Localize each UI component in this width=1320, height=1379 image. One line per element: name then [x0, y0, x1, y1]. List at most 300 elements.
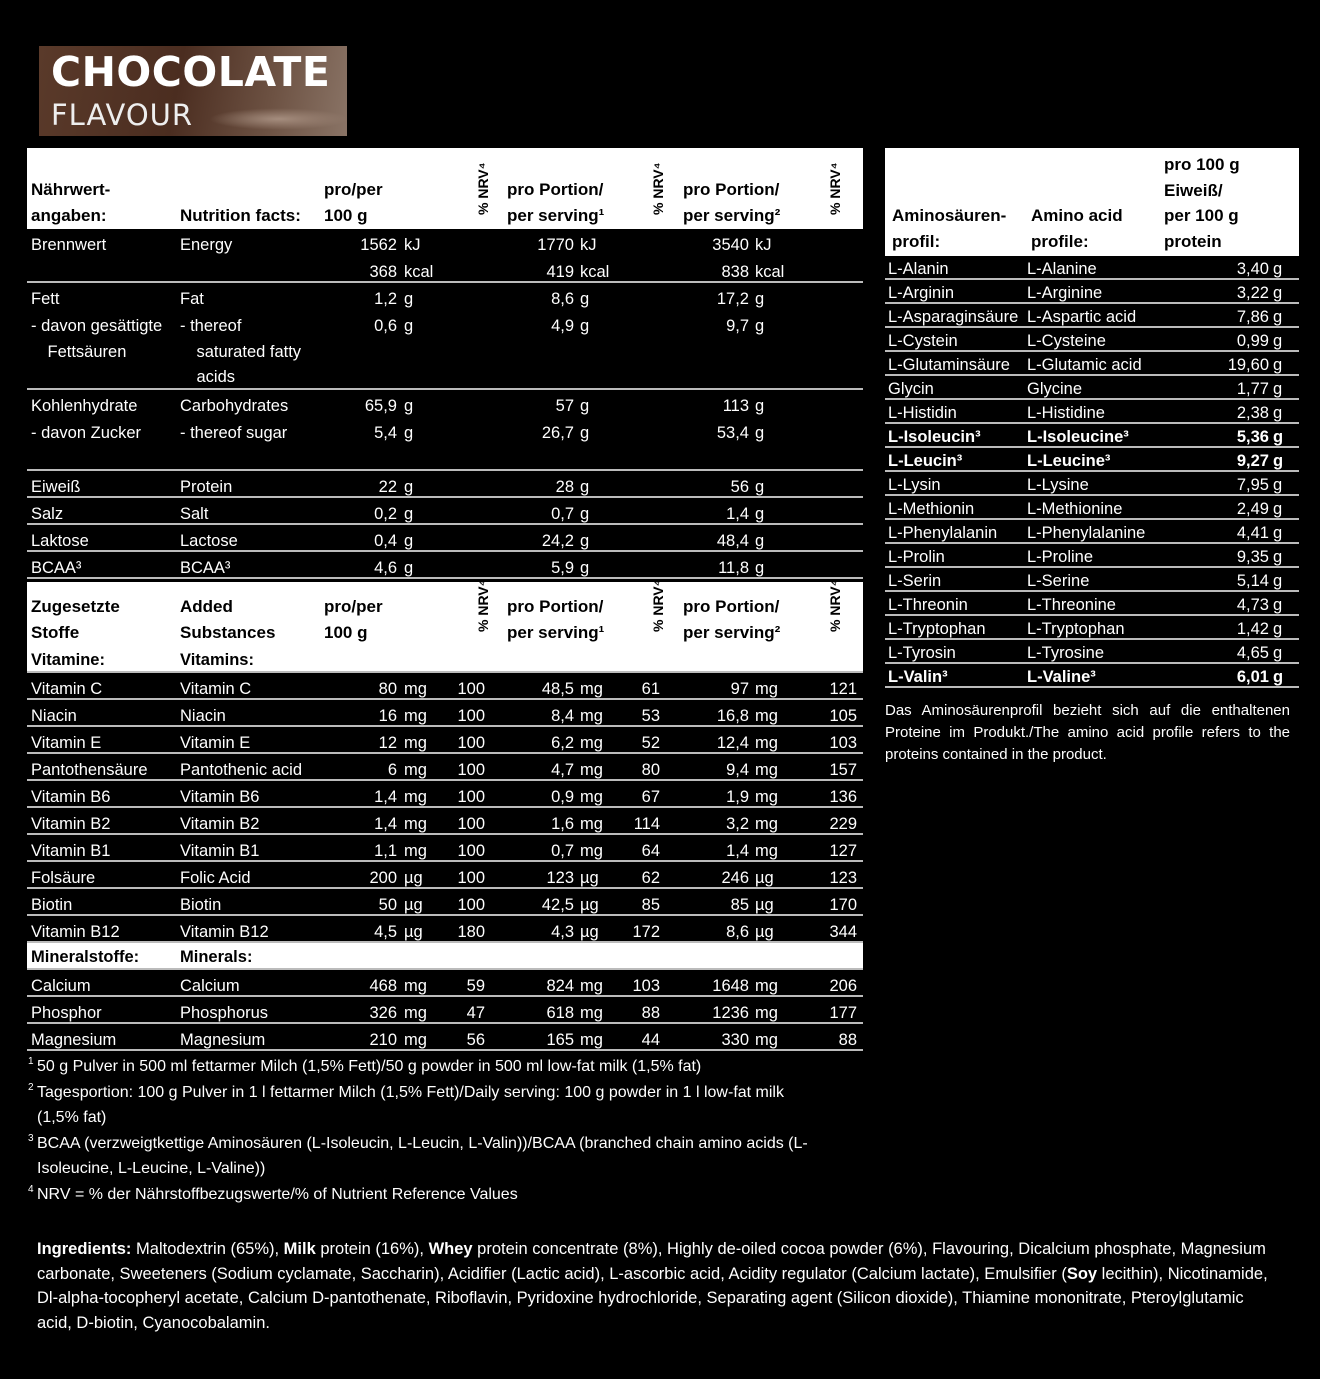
amino-acid-table — [885, 148, 1299, 688]
amino-name-en: L-Isoleucine³ — [1027, 428, 1129, 446]
cell-u1: g — [404, 317, 414, 335]
allergen-text: Soy — [1066, 1264, 1098, 1283]
cell-u1: mg — [404, 815, 427, 833]
amino-row — [885, 448, 1299, 472]
cell-n1: 100 — [457, 734, 485, 752]
cell-u1: mg — [404, 761, 427, 779]
footnote-text: Tagesportion: 100 g Pulver in 1 l fettarmer Milch (1,5% Fett)/Daily serving: 100 g powder in 1 l low-fat milk (1,5% fat) — [37, 1083, 784, 1126]
cell-v1: 5,4 — [374, 424, 397, 442]
section-label-de: Mineralstoffe: — [31, 948, 140, 966]
cell-en: Vitamin C — [180, 680, 252, 698]
cell-u1: mg — [404, 707, 427, 725]
amino-row — [885, 496, 1299, 520]
cell-de: Laktose — [31, 532, 89, 550]
cell-u2: g — [580, 478, 590, 496]
cell-u2: g — [580, 505, 590, 523]
cell-v2: 24,2 — [541, 532, 574, 550]
footnote — [28, 1080, 828, 1131]
amino-name-de: L-Valin³ — [888, 668, 948, 686]
vitamin-row — [27, 835, 863, 862]
cell-v3: 16,8 — [716, 707, 749, 725]
cell-de: BCAA³ — [31, 559, 82, 577]
cell-u3: µg — [755, 896, 774, 914]
cell-n3: 157 — [829, 761, 857, 779]
cell-v2: 8,6 — [551, 290, 574, 308]
cell-v1: 200 — [369, 869, 397, 887]
cell-v3: 3540 — [712, 236, 749, 254]
amino-name-de: L-Tyrosin — [888, 644, 956, 662]
vitamin-row — [27, 889, 863, 916]
cell-v2: 5,9 — [551, 559, 574, 577]
cell-n3: 123 — [829, 869, 857, 887]
table-header — [27, 148, 863, 229]
cell-v3: 97 — [730, 680, 749, 698]
cell-v3: 12,4 — [716, 734, 749, 752]
cell-en: Vitamin B6 — [180, 788, 260, 806]
amino-unit: g — [1273, 476, 1283, 494]
header-nrv-1: % NRV⁴ — [475, 162, 491, 215]
amino-value: 2,38 — [1236, 404, 1269, 422]
cell-n1: 100 — [457, 815, 485, 833]
ingredients-part: protein (16%), — [315, 1240, 429, 1258]
cell-en: Vitamin B1 — [180, 842, 260, 860]
cell-u2: g — [580, 559, 590, 577]
cell-n3: 344 — [829, 923, 857, 941]
amino-name-de: L-Asparaginsäure — [888, 308, 1019, 326]
cell-n1: 100 — [457, 869, 485, 887]
cell-u1: mg — [404, 734, 427, 752]
cell-v1: 65,9 — [364, 397, 397, 415]
cell-u1: kJ — [404, 236, 421, 254]
cell-u2: mg — [580, 842, 603, 860]
cell-u1: g — [404, 505, 414, 523]
amino-row — [885, 472, 1299, 496]
cell-en: - thereof saturated fatty acids — [180, 317, 302, 386]
amino-unit: g — [1273, 524, 1283, 542]
cell-u1: g — [404, 397, 414, 415]
cell-v2: 8,4 — [551, 707, 574, 725]
flavour-title: CHOCOLATE — [51, 48, 331, 96]
cell-u2: mg — [580, 680, 603, 698]
amino-row — [885, 568, 1299, 592]
cell-de: Folsäure — [31, 869, 96, 887]
cell-v1: 1,2 — [374, 290, 397, 308]
cell-v3: 113 — [722, 397, 749, 415]
chocolate-splash-image — [209, 108, 347, 130]
cell-de: Biotin — [31, 896, 73, 914]
amino-header-de: Aminosäuren- profil: — [892, 206, 1007, 251]
cell-u2: mg — [580, 815, 603, 833]
amino-value: 9,35 — [1236, 548, 1269, 566]
cell-u1: g — [404, 424, 414, 442]
cell-u3: g — [755, 290, 765, 308]
cell-u2: g — [580, 317, 590, 335]
vitamin-row — [27, 754, 863, 781]
amino-name-en: L-Tryptophan — [1027, 620, 1125, 638]
amino-name-de: L-Cystein — [888, 332, 958, 350]
amino-name-de: L-Tryptophan — [888, 620, 986, 638]
cell-u1: g — [404, 532, 414, 550]
amino-header-en: Amino acid profile: — [1031, 206, 1123, 251]
cell-de: Vitamin B6 — [31, 788, 111, 806]
amino-unit: g — [1273, 644, 1283, 662]
cell-u3: kcal — [755, 263, 785, 281]
cell-u2: g — [580, 424, 590, 442]
cell-v1: 6 — [387, 761, 397, 779]
cell-u2: mg — [580, 1031, 603, 1049]
cell-en: Carbohydrates — [180, 397, 289, 415]
amino-unit: g — [1273, 500, 1283, 518]
cell-en: Calcium — [180, 977, 240, 995]
mineral-row — [27, 970, 863, 997]
cell-n1: 100 — [457, 842, 485, 860]
footnote-text: 50 g Pulver in 500 ml fettarmer Milch (1,5% Fett)/50 g powder in 500 ml low-fat milk (1,5% fat) — [37, 1058, 702, 1075]
cell-n2: 172 — [632, 923, 660, 941]
amino-row — [885, 328, 1299, 352]
cell-n3: 229 — [829, 815, 857, 833]
amino-unit: g — [1273, 452, 1284, 470]
cell-v3: 1,4 — [726, 842, 749, 860]
cell-v3: 1648 — [712, 977, 749, 995]
amino-value: 19,60 — [1227, 356, 1269, 374]
cell-de: Vitamin B1 — [31, 842, 111, 860]
table-header — [27, 579, 863, 646]
amino-unit: g — [1273, 572, 1283, 590]
ingredients-part: protein concentrate (8%), Highly de-oiled cocoa powder (6%), Flavouring, Dicalcium phosphate, Magnesium carbonate, Sweeteners (Sodium cyclamate, Saccharin), Acidifier (Lactic acid), L-ascorbic acid, Acidity regulator (Calcium lactate), Emulsifier ( — [37, 1240, 1266, 1283]
footnote-text: BCAA (verzweigtkettige Aminosäuren (L-Isoleucin, L-Leucin, L-Valin))/BCAA (branched chain amino acids (L-Isoleucine, L-Leucine, L-Valine)) — [37, 1134, 808, 1177]
amino-name-de: L-Serin — [888, 572, 942, 590]
cell-de: - davon Zucker — [31, 424, 142, 442]
nutrition-row — [27, 283, 863, 310]
amino-name-en: L-Aspartic acid — [1027, 308, 1137, 326]
cell-u3: mg — [755, 842, 778, 860]
cell-v1: 16 — [378, 707, 397, 725]
amino-name-en: L-Cysteine — [1027, 332, 1106, 350]
amino-value: 1,42 — [1236, 620, 1269, 638]
header-de: Zugesetzte Stoffe — [31, 597, 120, 642]
cell-u3: g — [755, 397, 765, 415]
amino-name-en: L-Alanine — [1027, 260, 1097, 278]
amino-name-de: L-Glutaminsäure — [888, 356, 1010, 374]
cell-n1: 100 — [457, 896, 485, 914]
header-nrv-3: % NRV⁴ — [827, 579, 843, 632]
cell-n3: 127 — [829, 842, 857, 860]
cell-v2: 419 — [546, 263, 574, 281]
cell-de: Eiweiß — [31, 478, 81, 496]
cell-u1: mg — [404, 842, 427, 860]
cell-en: - thereof sugar — [180, 424, 288, 442]
cell-de: Brennwert — [31, 236, 107, 254]
amino-name-de: L-Arginin — [888, 284, 955, 302]
cell-u2: g — [580, 397, 590, 415]
cell-u2: mg — [580, 977, 603, 995]
cell-v1: 1562 — [360, 236, 397, 254]
cell-v3: 1,4 — [726, 505, 749, 523]
cell-u3: mg — [755, 734, 778, 752]
cell-n1: 59 — [466, 977, 485, 995]
header-col3: pro Portion/ per serving² — [683, 180, 781, 225]
cell-n1: 56 — [466, 1031, 485, 1049]
amino-value: 5,36 — [1236, 428, 1269, 446]
cell-de: Vitamin B12 — [31, 923, 120, 941]
cell-v1: 1,1 — [374, 842, 397, 860]
cell-en: Salt — [180, 505, 209, 523]
cell-u3: g — [755, 424, 765, 442]
cell-n2: 103 — [632, 977, 660, 995]
cell-v3: 3,2 — [726, 815, 749, 833]
amino-row — [885, 664, 1299, 688]
amino-name-de: L-Lysin — [888, 476, 941, 494]
amino-name-en: L-Glutamic acid — [1027, 356, 1142, 374]
cell-u2: µg — [580, 923, 599, 941]
cell-v3: 17,2 — [716, 290, 749, 308]
allergen-text: Milk — [283, 1240, 316, 1258]
cell-v2: 26,7 — [541, 424, 574, 442]
cell-u3: g — [755, 478, 765, 496]
amino-value: 5,14 — [1236, 572, 1269, 590]
header-en: Nutrition facts: — [180, 206, 301, 225]
section-label-en: Minerals: — [180, 948, 253, 966]
amino-row — [885, 592, 1299, 616]
cell-v2: 4,7 — [551, 761, 574, 779]
flavour-subtitle: FLAVOUR — [51, 98, 194, 132]
cell-en: Lactose — [180, 532, 238, 550]
vitamin-row — [27, 781, 863, 808]
cell-u1: mg — [404, 788, 427, 806]
cell-v3: 1,9 — [726, 788, 749, 806]
amino-name-en: L-Methionine — [1027, 500, 1123, 518]
footnotes — [28, 1054, 828, 1207]
cell-v2: 42,5 — [541, 896, 574, 914]
nutrition-row — [27, 417, 863, 471]
cell-v3: 8,6 — [726, 923, 749, 941]
cell-de: Phosphor — [31, 1004, 102, 1022]
cell-v3: 9,7 — [726, 317, 749, 335]
header-en: Added Substances — [180, 597, 276, 642]
nutrition-row — [27, 525, 863, 552]
amino-unit: g — [1273, 404, 1283, 422]
amino-name-de: L-Leucin³ — [888, 452, 963, 470]
cell-en: Energy — [180, 236, 233, 254]
cell-v1: 0,2 — [374, 505, 397, 523]
cell-v1: 368 — [369, 263, 397, 281]
amino-name-de: L-Histidin — [888, 404, 957, 422]
cell-v3: 48,4 — [716, 532, 749, 550]
amino-unit: g — [1273, 284, 1283, 302]
amino-name-en: L-Arginine — [1027, 284, 1103, 302]
cell-u1: mg — [404, 680, 427, 698]
footnote — [28, 1054, 828, 1080]
cell-de: Vitamin E — [31, 734, 102, 752]
header-nrv-3: % NRV⁴ — [827, 162, 843, 215]
cell-u2: mg — [580, 788, 603, 806]
cell-u2: mg — [580, 761, 603, 779]
footnote — [28, 1182, 828, 1208]
cell-u1: g — [404, 559, 414, 577]
cell-v1: 80 — [378, 680, 397, 698]
amino-row — [885, 400, 1299, 424]
vitamin-row — [27, 727, 863, 754]
cell-en: Fat — [180, 290, 204, 308]
cell-en: Folic Acid — [180, 869, 251, 887]
cell-n1: 100 — [457, 788, 485, 806]
flavour-banner — [39, 46, 347, 136]
header-de: Nährwert- angaben: — [31, 180, 111, 225]
cell-u3: mg — [755, 761, 778, 779]
cell-n3: 170 — [829, 896, 857, 914]
cell-u3: mg — [755, 1031, 778, 1049]
cell-u3: mg — [755, 977, 778, 995]
footnote-mark: 2 — [28, 1081, 34, 1093]
cell-v2: 824 — [546, 977, 574, 995]
amino-header — [885, 148, 1299, 256]
cell-v2: 123 — [546, 869, 574, 887]
cell-de: Kohlenhydrate — [31, 397, 138, 415]
cell-u2: mg — [580, 707, 603, 725]
cell-v2: 618 — [546, 1004, 574, 1022]
cell-u3: mg — [755, 680, 778, 698]
cell-u1: g — [404, 290, 414, 308]
ingredients-label: Ingredients: — [37, 1240, 132, 1258]
vitamin-row — [27, 862, 863, 889]
amino-name-en: L-Histidine — [1027, 404, 1105, 422]
nutrition-row — [27, 498, 863, 525]
cell-en: Magnesium — [180, 1031, 266, 1049]
header-nrv-2: % NRV⁴ — [650, 579, 666, 632]
amino-unit: g — [1273, 668, 1284, 686]
cell-u1: mg — [404, 1031, 427, 1049]
footnote-mark: 1 — [28, 1056, 34, 1067]
cell-n1: 180 — [457, 923, 485, 941]
amino-name-en: Glycine — [1027, 380, 1083, 398]
cell-en: BCAA³ — [180, 559, 231, 577]
amino-row — [885, 304, 1299, 328]
cell-n3: 103 — [829, 734, 857, 752]
cell-n2: 61 — [641, 680, 660, 698]
amino-name-en: L-Lysine — [1027, 476, 1089, 494]
footnote-mark: 3 — [28, 1132, 34, 1144]
cell-n2: 67 — [641, 788, 660, 806]
cell-u2: µg — [580, 896, 599, 914]
cell-en: Biotin — [180, 896, 222, 914]
cell-u3: g — [755, 505, 765, 523]
cell-v2: 0,7 — [551, 505, 574, 523]
cell-en: Pantothenic acid — [180, 761, 303, 779]
cell-u1: g — [404, 478, 414, 496]
cell-v2: 4,3 — [551, 923, 574, 941]
cell-u3: kJ — [755, 236, 772, 254]
cell-n3: 88 — [838, 1031, 857, 1049]
footnote — [28, 1131, 828, 1182]
cell-u2: mg — [580, 1004, 603, 1022]
cell-u3: mg — [755, 707, 778, 725]
cell-u3: µg — [755, 869, 774, 887]
cell-u3: g — [755, 559, 765, 577]
nutrition-row — [27, 552, 863, 579]
amino-unit: g — [1273, 356, 1283, 374]
cell-v2: 1770 — [537, 236, 574, 254]
cell-v2: 1,6 — [551, 815, 574, 833]
cell-n1: 47 — [466, 1004, 485, 1022]
amino-name-de: L-Alanin — [888, 260, 949, 278]
cell-n2: 80 — [641, 761, 660, 779]
cell-v2: 4,9 — [551, 317, 574, 335]
cell-u2: µg — [580, 869, 599, 887]
cell-n2: 64 — [641, 842, 660, 860]
amino-value: 3,22 — [1236, 284, 1269, 302]
section-label-de: Vitamine: — [31, 651, 105, 669]
section-label-en: Vitamins: — [180, 651, 254, 669]
cell-n2: 62 — [641, 869, 660, 887]
cell-en: Vitamin B2 — [180, 815, 260, 833]
cell-u1: µg — [404, 869, 423, 887]
cell-u2: g — [580, 532, 590, 550]
amino-note: Das Aminosäurenprofil bezieht sich auf die enthaltenen Proteine im Produkt./The amino acid profile refers to the proteins contained in the product. — [885, 702, 1290, 763]
cell-u3: g — [755, 532, 765, 550]
amino-row — [885, 544, 1299, 568]
amino-value: 2,49 — [1236, 500, 1269, 518]
cell-v1: 1,4 — [374, 815, 397, 833]
cell-u2: mg — [580, 734, 603, 752]
cell-n3: 177 — [829, 1004, 857, 1022]
cell-v2: 28 — [555, 478, 574, 496]
nutrition-row — [27, 310, 863, 390]
cell-v2: 57 — [555, 397, 574, 415]
amino-name-en: L-Leucine³ — [1027, 452, 1111, 470]
cell-v1: 1,4 — [374, 788, 397, 806]
amino-value: 4,41 — [1236, 524, 1269, 542]
vitamin-row — [27, 700, 863, 727]
minerals-section — [27, 943, 863, 970]
footnote-text: NRV = % der Nährstoffbezugswerte/% of Nutrient Reference Values — [37, 1185, 518, 1203]
amino-value: 4,73 — [1236, 596, 1269, 614]
cell-u1: µg — [404, 896, 423, 914]
amino-name-en: L-Tyrosine — [1027, 644, 1105, 662]
cell-v1: 4,6 — [374, 559, 397, 577]
cell-de: Vitamin B2 — [31, 815, 111, 833]
amino-name-de: L-Isoleucin³ — [888, 428, 981, 446]
amino-unit: g — [1273, 332, 1283, 350]
nutrition-table — [27, 148, 863, 1051]
cell-u3: g — [755, 317, 765, 335]
amino-row — [885, 376, 1299, 400]
cell-u3: mg — [755, 815, 778, 833]
nutrition-row — [27, 229, 863, 256]
cell-n3: 105 — [829, 707, 857, 725]
cell-en: Phosphorus — [180, 1004, 269, 1022]
cell-n2: 88 — [641, 1004, 660, 1022]
mineral-row — [27, 997, 863, 1024]
cell-n2: 52 — [641, 734, 660, 752]
amino-name-de: L-Threonin — [888, 596, 968, 614]
cell-n2: 114 — [633, 815, 660, 833]
cell-n3: 136 — [829, 788, 857, 806]
cell-en: Vitamin E — [180, 734, 251, 752]
cell-v2: 0,9 — [551, 788, 574, 806]
cell-de: Fett — [31, 290, 60, 308]
cell-n1: 100 — [457, 680, 485, 698]
cell-de: Niacin — [31, 707, 77, 725]
cell-v3: 56 — [730, 478, 749, 496]
cell-de: Vitamin C — [31, 680, 103, 698]
nutrition-row — [27, 256, 863, 283]
cell-n2: 53 — [641, 707, 660, 725]
amino-name-en: L-Valine³ — [1027, 668, 1096, 686]
ingredients-part: lecithin), Nicotinamide, Dl-alpha-tocopheryl acetate, Calcium D-pantothenate, Riboflavin, Pyridoxine hydrochloride, Separating agent (Silicon dioxide), Thiamine mononitrate, Pteroylglutamic acid, D-biotin, Cyanocobalamin. — [37, 1264, 1268, 1332]
amino-row — [885, 640, 1299, 664]
cell-v1: 210 — [369, 1031, 397, 1049]
cell-u1: kcal — [404, 263, 434, 281]
